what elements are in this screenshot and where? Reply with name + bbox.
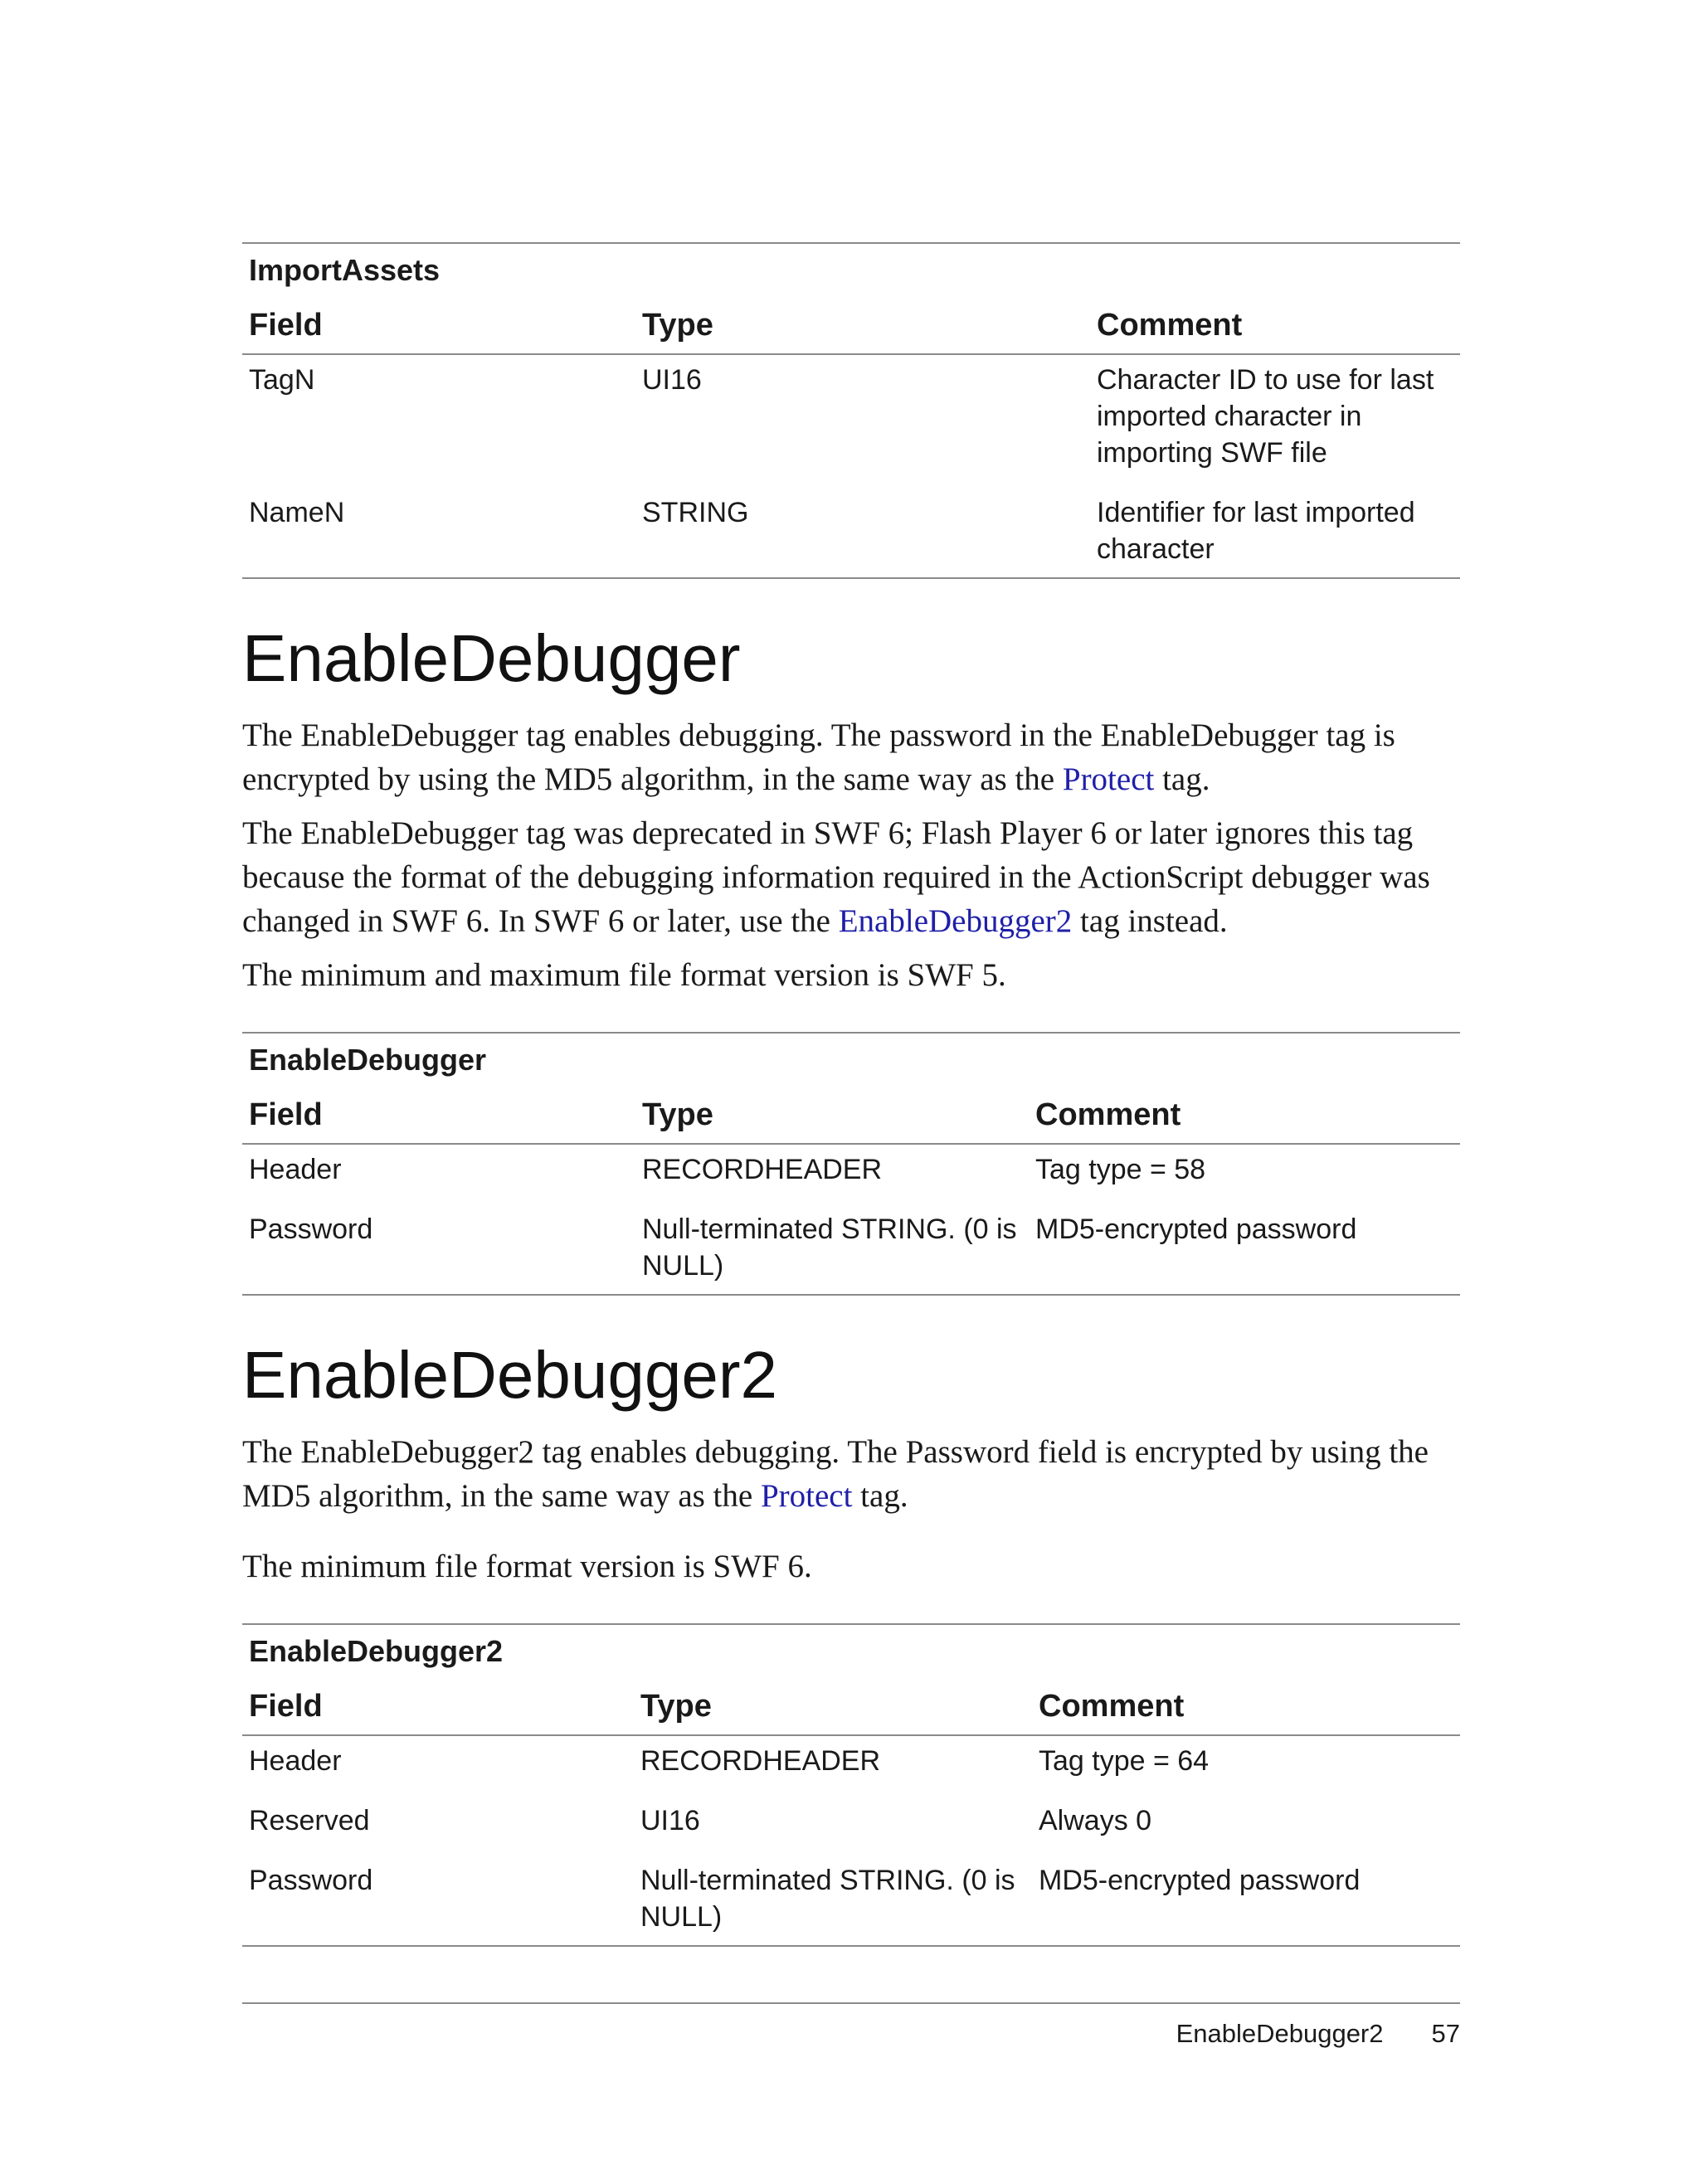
enable-debugger-table bbox=[242, 1032, 1460, 1296]
paragraph bbox=[242, 713, 1460, 801]
paragraph bbox=[242, 1430, 1460, 1518]
comment-cell: MD5-encrypted password bbox=[1035, 1214, 1357, 1245]
type-cell: UI16 bbox=[640, 1805, 700, 1836]
field-cell: Password bbox=[249, 1865, 373, 1896]
comment-cell: Character ID to use for last imported character in importing SWF file bbox=[1097, 364, 1434, 469]
spacer bbox=[242, 1598, 1460, 1623]
spacer bbox=[242, 1528, 1460, 1544]
table-title: EnableDebugger2 bbox=[249, 1634, 504, 1668]
enable-debugger2-table bbox=[242, 1623, 1460, 1947]
paragraph: The minimum and maximum file format version is SWF 5. bbox=[242, 957, 1006, 993]
paragraph-text: tag instead. bbox=[1072, 903, 1228, 939]
protect-link[interactable]: Protect bbox=[760, 1478, 853, 1514]
table-row bbox=[242, 488, 1460, 578]
section-heading-enable-debugger2: EnableDebugger2 bbox=[242, 1338, 777, 1412]
field-cell: TagN bbox=[249, 364, 315, 396]
type-cell: UI16 bbox=[642, 364, 702, 396]
column-header-field: Field bbox=[242, 1675, 634, 1735]
type-cell: RECORDHEADER bbox=[642, 1154, 883, 1185]
column-header-comment: Comment bbox=[1032, 1675, 1460, 1735]
type-cell: RECORDHEADER bbox=[640, 1745, 881, 1777]
section-heading-enable-debugger: EnableDebugger bbox=[242, 621, 741, 695]
footer-section-name: EnableDebugger2 bbox=[1176, 2019, 1384, 2048]
spacer bbox=[242, 1007, 1460, 1032]
field-cell: Header bbox=[249, 1745, 342, 1777]
table-title: ImportAssets bbox=[249, 253, 441, 287]
field-cell: Header bbox=[249, 1154, 342, 1185]
table-row bbox=[242, 1144, 1460, 1204]
comment-cell: Tag type = 58 bbox=[1035, 1154, 1206, 1185]
comment-cell: Always 0 bbox=[1039, 1805, 1152, 1836]
type-cell: STRING bbox=[642, 497, 749, 528]
column-header-comment: Comment bbox=[1090, 294, 1460, 354]
column-header-type: Type bbox=[634, 1675, 1032, 1735]
type-cell: Null-terminated STRING. (0 is NULL) bbox=[640, 1865, 1015, 1933]
table-row bbox=[242, 1796, 1460, 1856]
column-header-field: Field bbox=[242, 294, 635, 354]
paragraph-text: The EnableDebugger tag was deprecated in SWF 6; Flash Player 6 or later ignores this tag because the format of the debugging information required in the ActionScript debugger was changed in SWF 6. In SWF 6 or later, use the bbox=[242, 815, 1430, 939]
table-row bbox=[242, 354, 1460, 488]
table-row bbox=[242, 1204, 1460, 1295]
field-cell: Reserved bbox=[249, 1805, 370, 1836]
paragraph bbox=[242, 811, 1460, 943]
field-cell: NameN bbox=[249, 497, 345, 528]
paragraph-text: The EnableDebugger tag enables debugging. The password in the EnableDebugger tag is encrypted by using the MD5 algorithm, in the same way as the bbox=[242, 717, 1395, 797]
paragraph-text: The EnableDebugger2 tag enables debugging. The Password field is encrypted by using the MD5 algorithm, in the same way as the bbox=[242, 1434, 1429, 1514]
column-header-type: Type bbox=[635, 294, 1090, 354]
comment-cell: Tag type = 64 bbox=[1039, 1745, 1210, 1777]
paragraph-text: tag. bbox=[852, 1478, 908, 1514]
enable-debugger2-link[interactable]: EnableDebugger2 bbox=[838, 903, 1073, 939]
comment-cell: MD5-encrypted password bbox=[1039, 1865, 1361, 1896]
table-title: EnableDebugger bbox=[249, 1043, 487, 1077]
protect-link[interactable]: Protect bbox=[1062, 761, 1155, 797]
type-cell: Null-terminated STRING. (0 is NULL) bbox=[642, 1214, 1017, 1282]
column-header-type: Type bbox=[635, 1083, 1029, 1144]
paragraph: The minimum file format version is SWF 6. bbox=[242, 1549, 812, 1584]
column-header-comment: Comment bbox=[1029, 1083, 1460, 1144]
column-header-field: Field bbox=[242, 1083, 635, 1144]
import-assets-table bbox=[242, 242, 1460, 579]
page-content bbox=[242, 242, 1460, 1947]
table-row bbox=[242, 1735, 1460, 1796]
page-number: 57 bbox=[1431, 2019, 1460, 2048]
table-row bbox=[242, 1856, 1460, 1946]
page-footer bbox=[242, 2002, 1460, 2050]
paragraph-text: tag. bbox=[1154, 761, 1210, 797]
field-cell: Password bbox=[249, 1214, 373, 1245]
comment-cell: Identifier for last imported character bbox=[1097, 497, 1415, 565]
